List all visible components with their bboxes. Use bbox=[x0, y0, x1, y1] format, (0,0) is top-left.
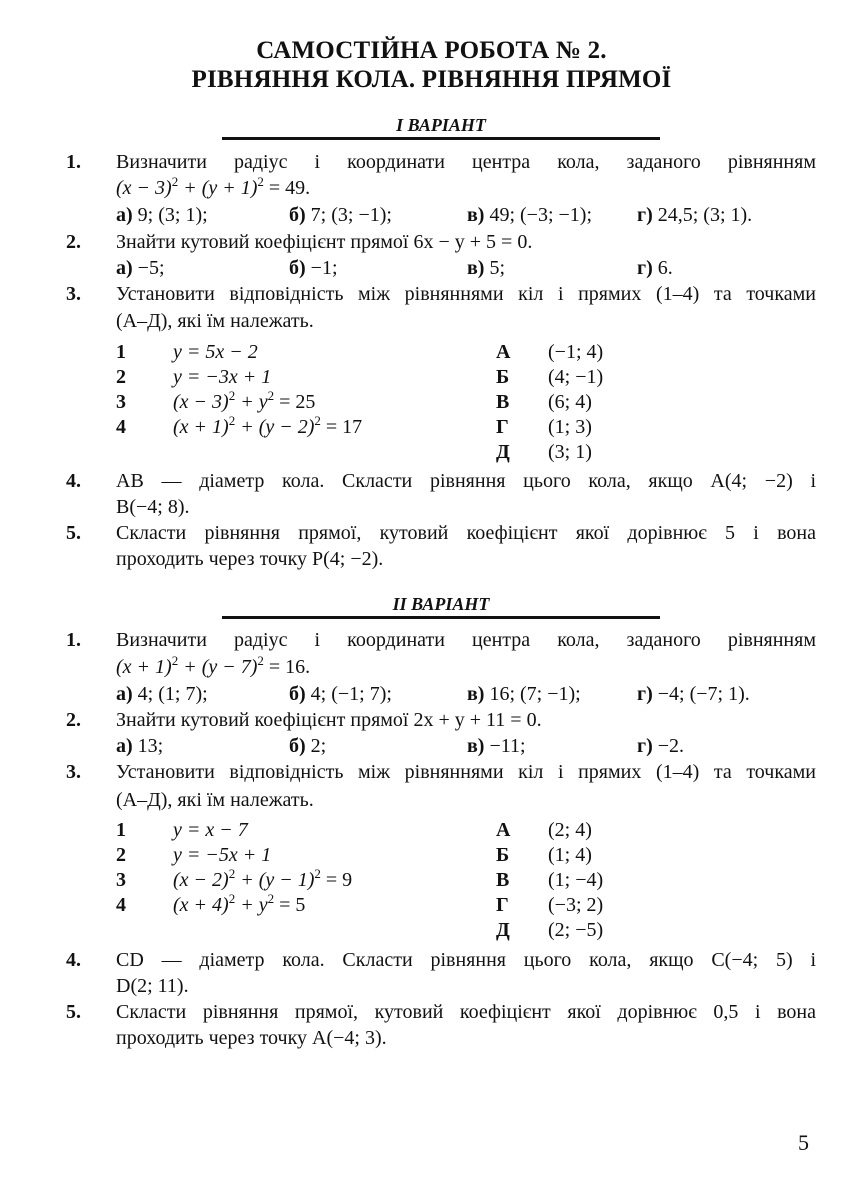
match-number: 1 bbox=[116, 819, 126, 841]
match-number: 4 bbox=[116, 894, 126, 916]
match-equation: y = −5x + 1 bbox=[173, 844, 272, 866]
match-number: 3 bbox=[116, 869, 126, 891]
match-equation: $(x + 1)^2 + (y - 2)^2 = 17$ bbox=[173, 413, 363, 438]
point-letter: А bbox=[496, 341, 511, 363]
point-letter: А bbox=[496, 819, 511, 841]
match-equation: $(x - 2)^2 + (y - 1)^2 = 9$ bbox=[173, 866, 353, 891]
answer-option: в) −11; bbox=[467, 735, 526, 757]
point-letter: В bbox=[496, 869, 510, 891]
variant-divider bbox=[222, 137, 660, 140]
answer-option: б) 4; (−1; 7); bbox=[289, 683, 392, 705]
point-coordinates: (−1; 4) bbox=[548, 341, 604, 363]
task-number: 2. bbox=[66, 231, 81, 253]
task-text: CD — діаметр кола. Скласти рівняння цього кола, якщо C(−4; 5) і bbox=[116, 949, 816, 971]
point-coordinates: (4; −1) bbox=[548, 366, 604, 388]
match-number: 3 bbox=[116, 391, 126, 413]
page-title: САМОСТІЙНА РОБОТА № 2. bbox=[256, 37, 607, 64]
task-number: 1. bbox=[66, 151, 81, 173]
answer-option: в) 16; (7; −1); bbox=[467, 683, 581, 705]
task-text: Визначити радіус і координати центра кола, заданого рівнянням bbox=[116, 629, 816, 651]
task-text: Визначити радіус і координати центра кола, заданого рівнянням bbox=[116, 151, 816, 173]
point-letter: Г bbox=[496, 894, 509, 916]
answer-option: в) 49; (−3; −1); bbox=[467, 204, 593, 226]
answer-option: а) 13; bbox=[116, 735, 164, 757]
task-number: 3. bbox=[66, 761, 81, 783]
point-letter: Б bbox=[496, 366, 510, 388]
point-coordinates: (1; −4) bbox=[548, 869, 604, 891]
match-number: 2 bbox=[116, 366, 126, 388]
task-text: Установити відповідність між рівняннями кіл і прямих (1–4) та точками bbox=[116, 761, 816, 783]
answer-option: г) 6. bbox=[637, 257, 673, 279]
point-letter: Г bbox=[496, 416, 509, 438]
task-number: 5. bbox=[66, 1001, 81, 1023]
variant-heading: II ВАРІАНТ bbox=[392, 594, 490, 614]
match-equation: y = −3x + 1 bbox=[173, 366, 272, 388]
task-text: Знайти кутовий коефіцієнт прямої 6x − y + 5 = 0. bbox=[116, 231, 533, 253]
task-number: 5. bbox=[66, 522, 81, 544]
task-text: Скласти рівняння прямої, кутовий коефіцієнт якої дорівнює 0,5 і вона bbox=[116, 1001, 816, 1023]
task-text: AB — діаметр кола. Скласти рівняння цього кола, якщо A(4; −2) і bbox=[116, 470, 816, 492]
task-number: 1. bbox=[66, 629, 81, 651]
task-text: D(2; 11). bbox=[116, 975, 189, 997]
variant-divider bbox=[222, 616, 660, 619]
variant-heading: I ВАРІАНТ bbox=[396, 115, 486, 135]
point-coordinates: (2; 4) bbox=[548, 819, 592, 841]
match-number: 1 bbox=[116, 341, 126, 363]
answer-option: а) 4; (1; 7); bbox=[116, 683, 208, 705]
point-coordinates: (6; 4) bbox=[548, 391, 592, 413]
point-coordinates: (3; 1) bbox=[548, 441, 592, 463]
task-text: B(−4; 8). bbox=[116, 496, 190, 518]
task-text: (А–Д), які їм належать. bbox=[116, 310, 314, 332]
task-number: 3. bbox=[66, 283, 81, 305]
answer-option: г) 24,5; (3; 1). bbox=[637, 204, 753, 226]
answer-option: в) 5; bbox=[467, 257, 506, 279]
task-number: 4. bbox=[66, 949, 81, 971]
point-letter: Б bbox=[496, 844, 510, 866]
match-equation: y = x − 7 bbox=[173, 819, 248, 841]
task-text: проходить через точку P(4; −2). bbox=[116, 548, 384, 570]
answer-option: г) −2. bbox=[637, 735, 685, 757]
point-letter: Д bbox=[496, 441, 510, 463]
point-coordinates: (1; 3) bbox=[548, 416, 592, 438]
point-coordinates: (−3; 2) bbox=[548, 894, 604, 916]
task-text: Установити відповідність між рівняннями кіл і прямих (1–4) та точками bbox=[116, 283, 816, 305]
match-equation: y = 5x − 2 bbox=[173, 341, 258, 363]
match-equation: $(x + 4)^2 + y^2 = 5$ bbox=[173, 891, 306, 916]
answer-option: б) 7; (3; −1); bbox=[289, 204, 392, 226]
match-number: 2 bbox=[116, 844, 126, 866]
task-text: проходить через точку A(−4; 3). bbox=[116, 1027, 387, 1049]
task-number: 4. bbox=[66, 470, 81, 492]
task-equation: $(x + 1)^2 + (y - 7)^2 = 16$. bbox=[116, 653, 311, 678]
point-coordinates: (2; −5) bbox=[548, 919, 604, 941]
match-equation: $(x - 3)^2 + y^2 = 25$ bbox=[173, 388, 316, 413]
page-number: 5 bbox=[798, 1130, 809, 1155]
task-text: Знайти кутовий коефіцієнт прямої 2x + y + 11 = 0. bbox=[116, 709, 542, 731]
task-text: Скласти рівняння прямої, кутовий коефіцієнт якої дорівнює 5 і вона bbox=[116, 522, 816, 544]
task-text: (А–Д), які їм належать. bbox=[116, 789, 314, 811]
answer-option: б) −1; bbox=[289, 257, 338, 279]
page-subtitle: РІВНЯННЯ КОЛА. РІВНЯННЯ ПРЯМОЇ bbox=[191, 66, 672, 93]
answer-option: г) −4; (−7; 1). bbox=[637, 683, 750, 705]
answer-option: а) 9; (3; 1); bbox=[116, 204, 208, 226]
answer-option: а) −5; bbox=[116, 257, 165, 279]
task-equation: $(x - 3)^2 + (y + 1)^2 = 49$. bbox=[116, 174, 311, 199]
match-number: 4 bbox=[116, 416, 126, 438]
point-letter: Д bbox=[496, 919, 510, 941]
task-number: 2. bbox=[66, 709, 81, 731]
point-coordinates: (1; 4) bbox=[548, 844, 592, 866]
point-letter: В bbox=[496, 391, 510, 413]
answer-option: б) 2; bbox=[289, 735, 327, 757]
